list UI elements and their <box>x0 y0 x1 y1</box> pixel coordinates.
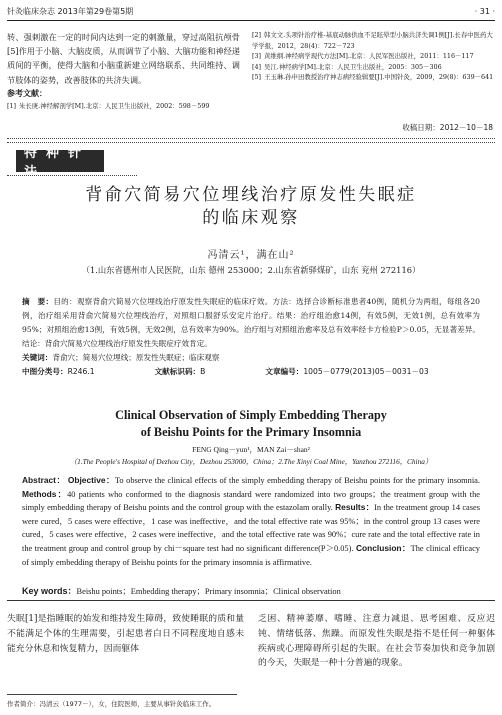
article-title-en: Clinical Observation of Simply Embedding Therapy of Beishu Points for the Primary Insomnia <box>115 408 387 439</box>
body-left-column: 失眠[1]是指睡眠的始发和维持发生障碍，致使睡眠的质和量不能满足个体的生理需要，引起患者白日不同程度地自感未能充分休息和恢复精力，因而躯体 <box>7 614 244 654</box>
keywords-cn-label: 关键词： <box>22 353 53 362</box>
article-number: 1005－0779(2013)05－0031－03 <box>303 367 429 376</box>
running-head <box>7 3 495 21</box>
reference-item: [2] 韩文文.头项针治疗椎-基底动脉供血不足眩晕型小脑共济失调1例[J].长春中医药大学学报，2012，28(4)：722－723 <box>252 31 493 50</box>
previous-article-tail <box>7 30 495 130</box>
authors-cn: 冯清云¹，满在山² <box>207 250 295 261</box>
authors-en: FENG Qing－yun¹，MAN Zai－shan² <box>192 445 310 454</box>
previous-article-left-column <box>7 30 240 130</box>
clc-number: R246.1 <box>67 367 95 376</box>
reference-item: [1] 朱长庚.神经解剖学[M].北京：人民卫生出版社，2002：598－599 <box>7 102 210 111</box>
abstract-en-label: Abstract： <box>22 475 66 485</box>
abstract-en: Abstract： Objective：To observe the clinical effects of the simply embedding therapy of Beishu points for the primary insomnia. Methods：40 patients who conformed to the diagnosis standard were randomized into two groups；the treatment group with the simply embedding therapy of Beishu points and the control group with the estazolam orally. Results：In the treatment group 14 cases were cured，5 cases were effective，1 case was ineffective，and the total effective rate was 95%；in the control group 13 cases were cured，5 cases were effective，2 cases were ineffective，and the total effective rate was 90%；cure rate and the total effective rate in the treatment group and control group by chi－square test had no significant difference(P＞0.05). Conclusion：The clinical efficacy of simply embedding therapy of Beishu points for the primary insomnia is affirmative. <box>22 475 480 567</box>
author-footnote: 作者简介：冯清云（1977－），女，住院医师，主要从事针灸临床工作。 <box>7 694 237 708</box>
affiliation-en: （1.The People's Hospital of Dezhou City，Dezhou 253000，China；2.The Xinyi Coal Mine，Yanzhou 272116，China） <box>69 457 433 466</box>
document-code: B <box>200 367 206 376</box>
section-underline <box>7 175 137 179</box>
body-right-column: 乏困、精神萎靡、嗜睡、注意力减退、思考困难、反应迟钝、情绪低落、焦躁。而原发性失眠是指不是任何一种躯体疾病或心理障碍所引起的失眠。在社会节奏加快和竞争加剧的今天，失眠是一种十分普遍的现象。 <box>258 614 495 669</box>
keywords-cn: 背俞穴；简易穴位埋线；原发性失眠症；临床观察 <box>52 353 220 362</box>
received-date: 收稿日期：2012－10－18 <box>402 123 493 132</box>
affiliation-cn: （1.山东省德州市人民医院，山东 德州 253000；2.山东省新驿煤矿，山东 兖州 272116） <box>81 265 421 275</box>
page-number: · 31 · <box>474 7 495 16</box>
abstract-cn-label: 摘 要： <box>22 297 54 306</box>
abstract-cn <box>22 295 480 379</box>
reference-item: [5] 王玉琳.孙申田教授治疗神志病经验辑要[J].中国针灸，2009，29(8)：639－641 <box>252 73 494 81</box>
article-title-cn: 背俞穴简易穴位埋线治疗原发性失眠症 的临床观察 <box>85 185 417 228</box>
references-heading: 参考文献： <box>7 88 47 98</box>
keywords-en: Key words：Beishu points；Embedding therapy；Primary insomnia；Clinical observation <box>22 586 341 596</box>
reference-item: [4] 吴江.神经病学[M].北京：人民卫生出版社，2005：305－306 <box>252 62 442 71</box>
article-body <box>7 612 495 692</box>
reference-item: [3] 黄维纲.神经病学现代方法[M].北京：人民军医出版社，2011：116－117 <box>252 52 474 60</box>
references-right-column <box>252 30 495 130</box>
journal-title: 针灸临床杂志 2013年第29卷第5期 <box>7 7 134 16</box>
abstract-cn-text: 目的：观察背俞穴简易穴位埋线治疗原发性失眠症的临床疗效。方法：选择合诊断标准患者40例，随机分为两组，每组各20例，治疗组采用背俞穴简易穴位埋线治疗，对照组口服舒乐安定片治疗。结果：治疗组治愈14例，有效5例，无效1例，总有效率为95%；对照组治愈13例，有效5例，无效2例，总有效率为90%。治疗组与对照组治愈率及总有效率经卡方检验P＞0.05，无显著差异。结论：背俞穴简易穴位埋线治疗原发性失眠症疗效肯定。 <box>22 297 481 348</box>
body-separator <box>7 600 495 601</box>
previous-article-paragraph: 转、强刺激在一定的时间内达到一定的刺激量，穿过高阻抗颅骨[5]作用于小脑、大脑皮质，从而调节了小脑、大脑功能和神经递质间的平衡，使得大脑和小脑重新建立网络联系、共同维持、调节肢体的姿势，改善肢体的共济失调。 <box>7 32 240 85</box>
classification-row: 中图分类号：R246.1 文献标识码：B 文章编号：1005－0779(2013)05－0031－03 <box>22 367 429 376</box>
section-label: 特种针法 <box>16 150 104 172</box>
